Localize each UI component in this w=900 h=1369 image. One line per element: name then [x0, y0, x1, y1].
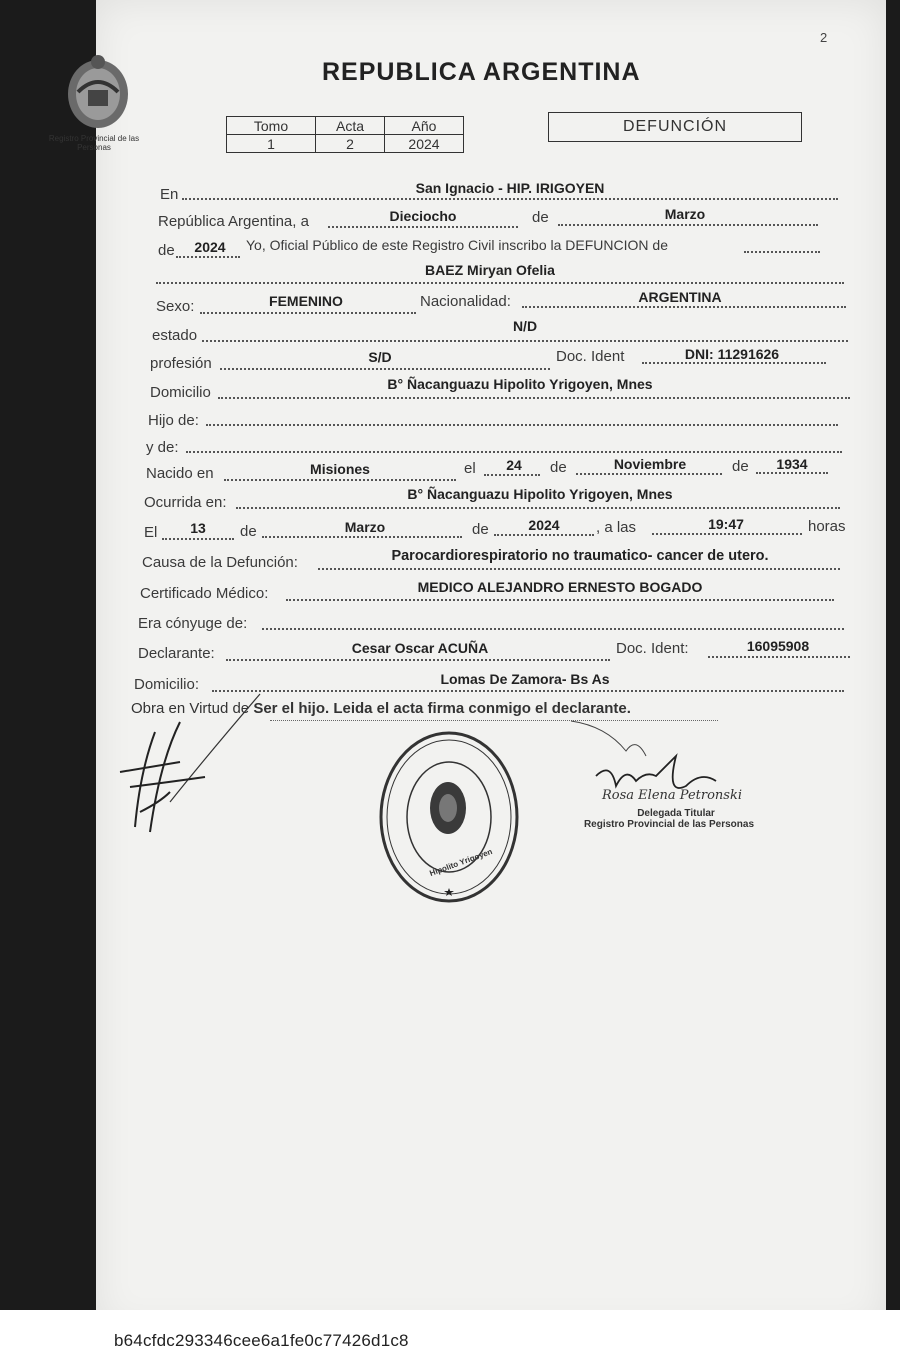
el-label: el	[464, 460, 476, 477]
dotted-line	[212, 690, 844, 692]
death-year: 2024	[528, 517, 560, 533]
record-table	[226, 116, 464, 153]
dotted-line	[262, 536, 462, 538]
doc-ident2-label: Doc. Ident:	[616, 640, 689, 657]
anio-value: 2024	[385, 135, 464, 153]
dotted-line	[494, 534, 594, 536]
death-month: Marzo	[344, 519, 386, 535]
yde-label: y de:	[146, 439, 179, 456]
obra-value: Ser el hijo. Leida el acta firma conmigo el declarante.	[253, 700, 631, 717]
dotted-line	[156, 282, 844, 284]
profesion-value: S/D	[368, 349, 392, 365]
page-number: 2	[820, 30, 828, 45]
domicilio-value: B° Ñacanguazu Hipolito Yrigoyen, Mnes	[387, 376, 653, 392]
declarante-value: Cesar Oscar ACUÑA	[351, 640, 489, 656]
dotted-line	[220, 368, 550, 370]
signer-role: Delegada Titular	[637, 808, 715, 819]
document-type-box: DEFUNCIÓN	[548, 112, 802, 142]
declarante-label: Declarante:	[138, 645, 215, 662]
dotted-line	[182, 198, 838, 200]
nacionalidad-label: Nacionalidad:	[420, 293, 511, 310]
doc-ident-value: DNI: 11291626	[684, 346, 780, 362]
dotted-line	[226, 659, 610, 661]
dotted-line	[176, 256, 240, 258]
dotted-line	[522, 306, 846, 308]
birthplace-value: Misiones	[310, 461, 370, 477]
el-label-2: El	[144, 524, 158, 541]
de-year-label: de	[158, 242, 175, 259]
horas-label: horas	[808, 518, 846, 535]
republica-label: República Argentina, a	[158, 213, 309, 230]
seal-inner-text: Hipolito Yrigoyen	[428, 846, 494, 879]
declarante-signature-icon	[110, 692, 270, 842]
ocurrida-value: B° Ñacanguazu Hipolito Yrigoyen, Mnes	[407, 486, 673, 502]
conyuge-label: Era cónyuge de:	[138, 615, 248, 632]
causa-label: Causa de la Defunción:	[142, 554, 298, 571]
provincial-crest-icon	[58, 52, 138, 132]
acta-value: 2	[316, 135, 385, 153]
dotted-line	[558, 224, 818, 226]
footer-hash: b64cfdc293346cee6a1fe0c77426d1c8	[114, 1331, 409, 1350]
certificado-label: Certificado Médico:	[140, 585, 269, 602]
dotted-line	[744, 251, 820, 253]
month-value: Marzo	[664, 206, 706, 222]
day-value: Dieciocho	[389, 208, 457, 224]
dotted-line	[162, 538, 234, 540]
de-label-4: de	[240, 523, 257, 540]
dotted-line	[286, 599, 834, 601]
hijo-label: Hijo de:	[148, 412, 199, 429]
dotted-line	[708, 656, 850, 658]
profesion-label: profesión	[150, 355, 212, 372]
logo-caption: Registro Provincial de las Personas	[48, 134, 140, 152]
yo-text: Yo, Oficial Público de este Registro Civil inscribo la DEFUNCION de	[246, 237, 668, 253]
dotted-line	[200, 312, 416, 314]
doc-ident-label: Doc. Ident	[556, 348, 625, 365]
year-value: 2024	[194, 239, 226, 255]
dotted-line	[218, 397, 850, 399]
birth-month: Noviembre	[613, 456, 687, 472]
dotted-line	[318, 568, 840, 570]
dotted-line	[236, 507, 840, 509]
en-label: En	[160, 186, 179, 203]
dotted-line	[186, 451, 842, 453]
place-value: San Ignacio - HIP. IRIGOYEN	[415, 180, 605, 196]
official-seal-icon	[376, 728, 522, 906]
domicilio-label: Domicilio	[150, 384, 211, 401]
signer-name: Rosa Elena Petronski	[602, 788, 742, 803]
birth-day: 24	[506, 457, 522, 473]
dotted-line	[224, 479, 456, 481]
estado-value: N/D	[512, 318, 538, 334]
death-time: 19:47	[708, 516, 744, 532]
dotted-line	[202, 340, 848, 342]
causa-value: Parocardiorespiratorio no traumatico- cancer de utero.	[391, 548, 769, 564]
domicilio2-label: Domicilio:	[134, 676, 200, 693]
dotted-line	[642, 362, 826, 364]
sexo-label: Sexo:	[156, 298, 195, 315]
estado-label: estado	[152, 327, 198, 344]
certificado-value: MEDICO ALEJANDRO ERNESTO BOGADO	[417, 579, 703, 595]
dotted-line	[328, 226, 518, 228]
dotted-line	[652, 533, 802, 535]
anio-header: Año	[385, 117, 464, 135]
tomo-value: 1	[227, 135, 316, 153]
dotted-line	[206, 424, 838, 426]
acta-header: Acta	[316, 117, 385, 135]
de-label-5: de	[472, 521, 489, 538]
tomo-header: Tomo	[227, 117, 316, 135]
dotted-line	[484, 474, 540, 476]
signer-office: Registro Provincial de las Personas	[583, 819, 755, 830]
obra-label: Obra en Virtud de	[131, 700, 250, 717]
birth-year: 1934	[776, 456, 808, 472]
alas-label: , a las	[596, 519, 637, 536]
de-label: de	[532, 209, 549, 226]
dotted-line	[262, 628, 844, 630]
de-label-2: de	[550, 459, 567, 476]
nacionalidad-value: ARGENTINA	[638, 289, 722, 305]
dotted-line	[576, 473, 722, 475]
document-title: REPUBLICA ARGENTINA	[322, 58, 641, 86]
de-label-3: de	[732, 458, 749, 475]
ocurrida-label: Ocurrida en:	[144, 494, 227, 511]
sexo-value: FEMENINO	[269, 293, 343, 309]
nacido-label: Nacido en	[146, 465, 214, 482]
domicilio2-value: Lomas De Zamora- Bs As	[440, 671, 610, 687]
deceased-name: BAEZ Miryan Ofelia	[425, 262, 555, 278]
doc-ident2-value: 16095908	[746, 638, 810, 654]
death-day: 13	[190, 520, 206, 536]
dotted-line	[756, 472, 828, 474]
